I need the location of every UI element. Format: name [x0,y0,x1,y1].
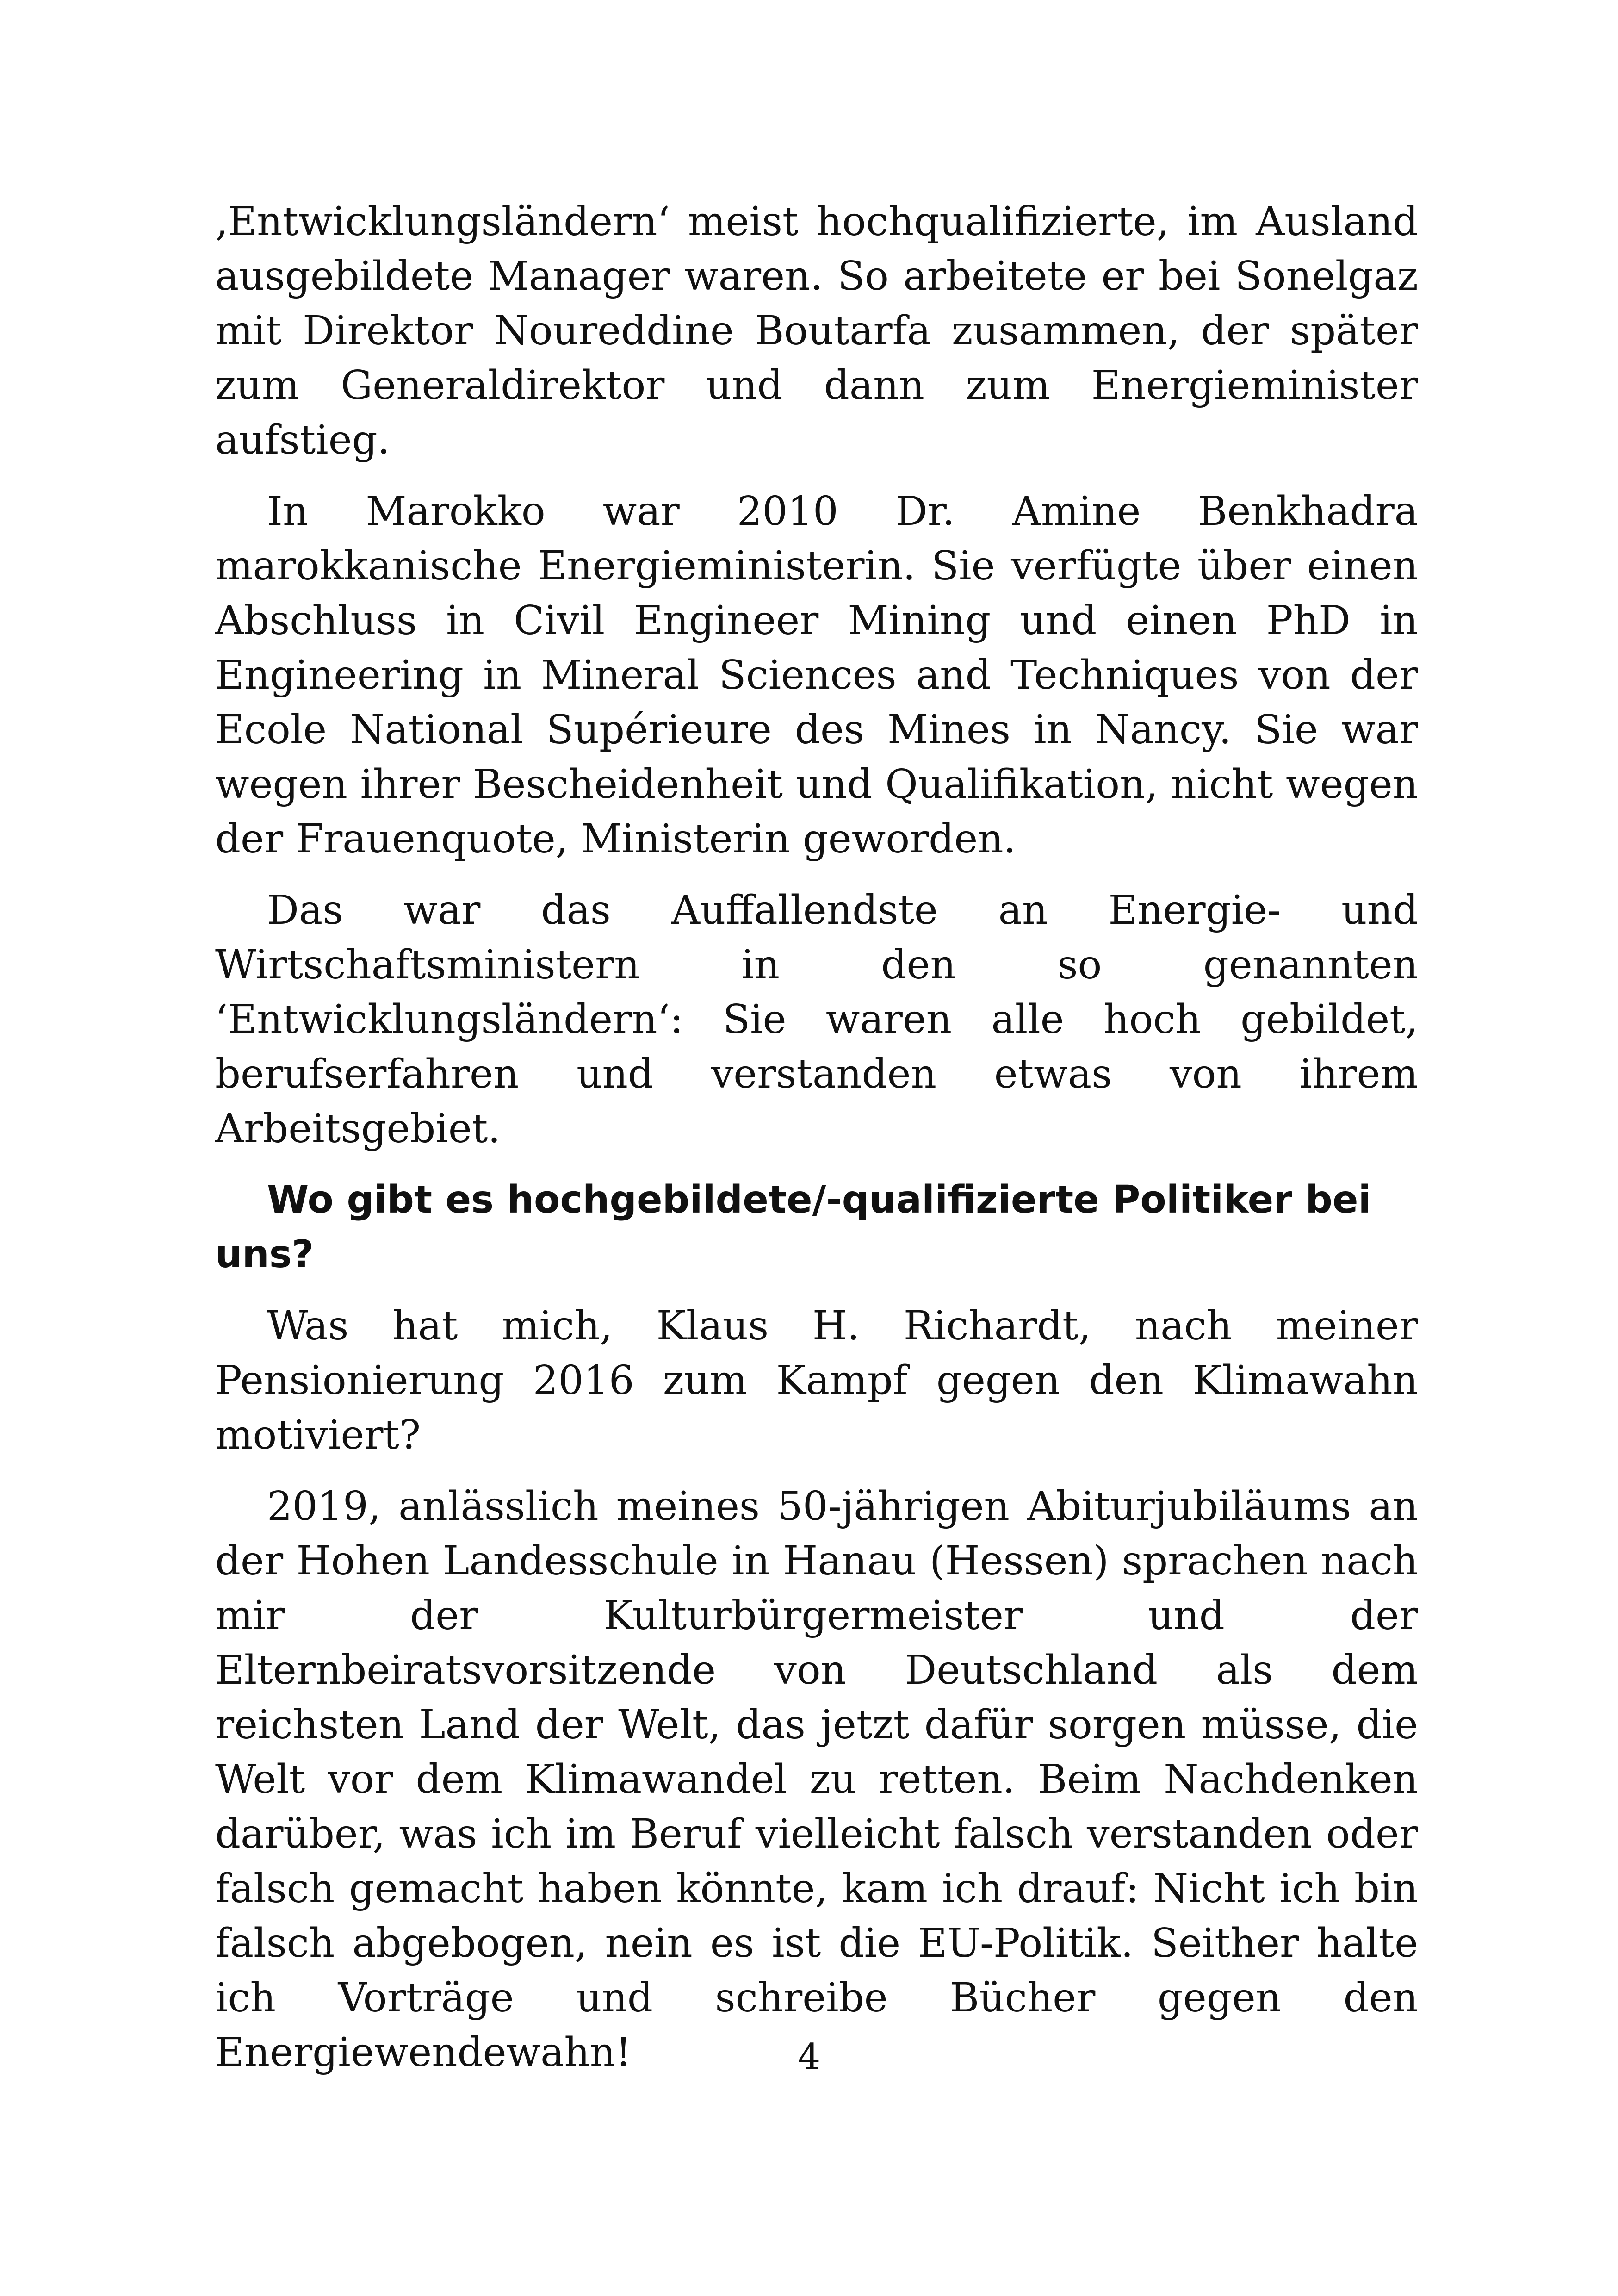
paragraph-2: In Marokko war 2010 Dr. Amine Benkhadra marokkanische Energieministerin. Sie verfügte über einen Abschluss in Civil Engineer Mining und einen PhD in Engineering in Mineral Sciences and Techniques von der Ecole National Supérieure des Mines in Nancy. Sie war wegen ihrer Bescheidenheit und Qualifikation, nicht wegen der Frauenquote, Ministerin geworden. [215,488,1418,862]
paragraph-5: 2019, anlässlich meines 50-jährigen Abiturjubiläums an der Hohen Landesschule in Hanau (Hessen) sprachen nach mir der Kulturbürgermeister und der Elternbeiratsvorsitzende von Deutschland als dem reichsten Land der Welt, das jetzt dafür sorgen müsse, die Welt vor dem Klimawandel zu retten. Beim Nachdenken darüber, was ich im Beruf vielleicht falsch verstanden oder falsch gemacht haben könnte, kam ich drauf: Nicht ich bin falsch abgebogen, nein es ist die EU-Politik. Seither halte ich Vorträge und schreibe Bücher gegen den Energiewendewahn! [215,1483,1418,2076]
paragraph-1: ‚Entwicklungsländern‘ meist hochqualifizierte, im Ausland ausgebildete Manager waren. So arbeitete er bei Sonelgaz mit Direktor Noureddine Boutarfa zusammen, der später zum Generaldirektor und dann zum Energieminister aufstieg. [215,199,1418,463]
paragraph-3: Das war das Auffallendste an Energie- und Wirtschaftsministern in den so genannten ‘Entwicklungsländern‘: Sie waren alle hoch gebildet, berufserfahren und verstanden etwas von ihrem Arbeitsgebiet. [215,887,1418,1152]
paragraph-4: Was hat mich, Klaus H. Richardt, nach meiner Pensionierung 2016 zum Kampf gegen den Klimawahn motiviert? [215,1303,1418,1458]
body-text [215,194,1418,2097]
page-number: 4 [797,2036,821,2078]
section-heading: Wo gibt es hochgebildete/-qualifizierte Politiker bei uns? [215,1178,1371,1276]
